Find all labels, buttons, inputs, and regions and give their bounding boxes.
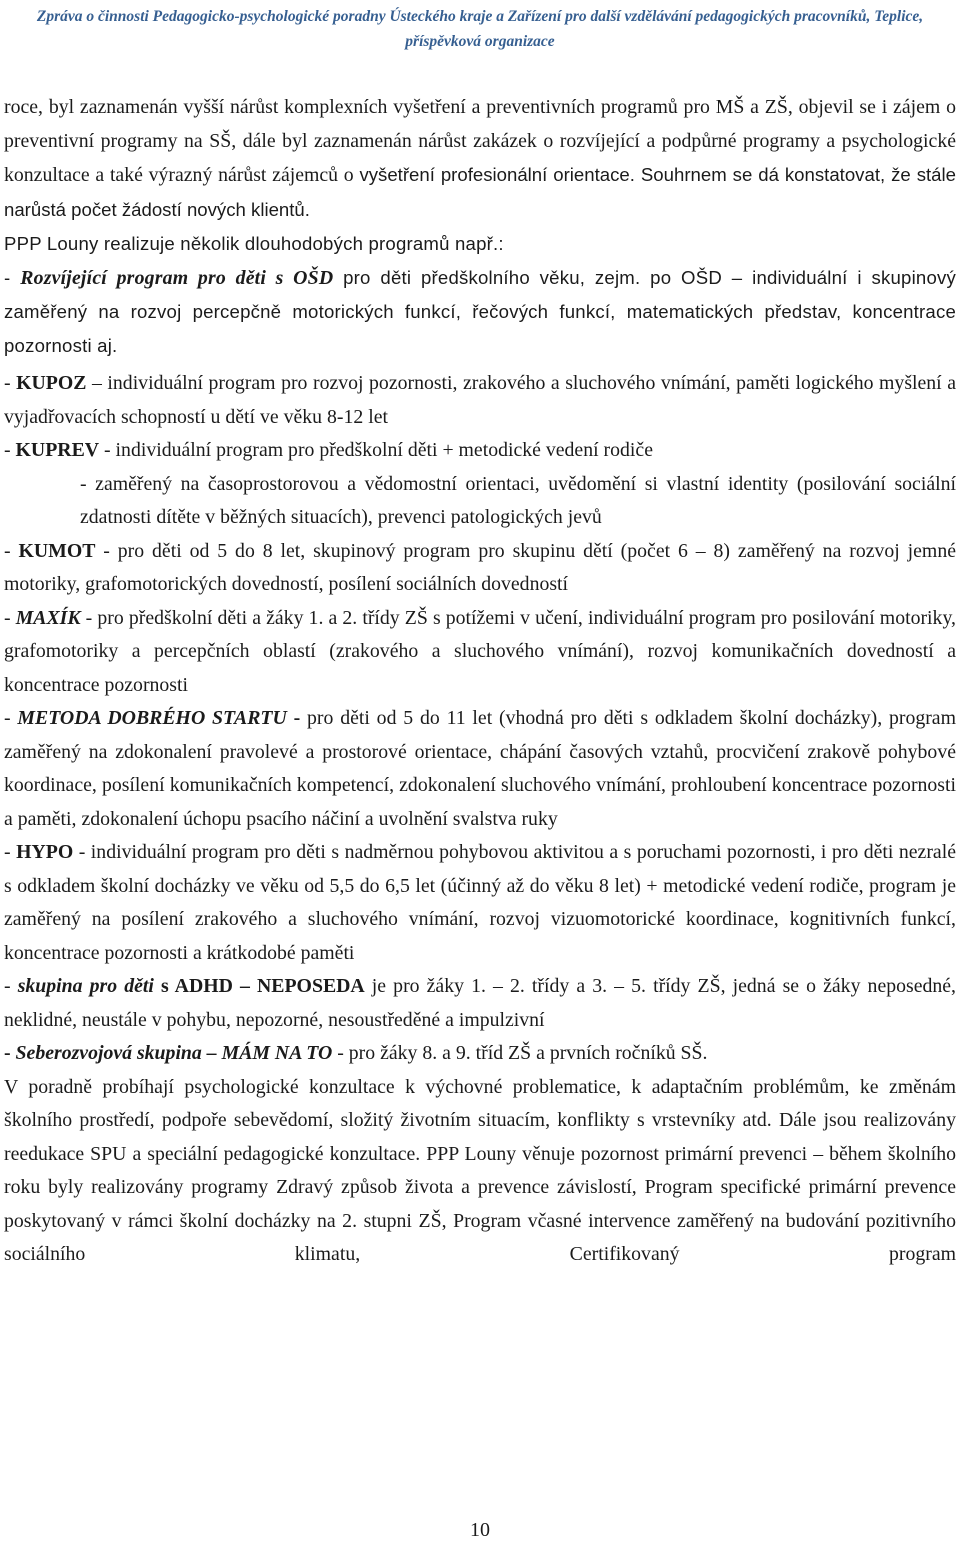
osd-dash: - (4, 266, 21, 288)
closing-paragraph: V poradně probíhají psychologické konzultace k výchovné problematice, k adaptačním problémům, ke změnám školního prostředí, podpoře sebevědomí, složitý životním situacím, konflikty s vrstevníky atd. Dále jsou realizovány reedukace SPU a speciální pedagogické konzultace. PPP Louny věnuje pozornost primární prevenci – během školního roku byly realizovány programy Zdravý způsob života a prevence závislostí, Program specifické primární prevence poskytovaný v rámci školní docházky na 2. stupni ZŠ, Program včasné intervence zaměřený na budování pozitivního sociálního klimatu, Certifikovaný program (4, 1075, 956, 1265)
adhd-dash: - (4, 975, 18, 997)
intro-text-sans: vyšetření profesionální orientace. Souhrnem se dá konstatovat, že stále narůstá počet žádostí nových klientů. (4, 164, 956, 220)
program-hypo (4, 836, 956, 970)
hypo-dash: - (4, 841, 17, 863)
adhd-name-italic: skupina pro děti (17, 975, 154, 997)
header-line-1: Zpráva o činnosti Pedagogicko-psychologické poradny Ústeckého kraje a Zařízení pro další vzdělávání pedagogických pracovníků, Teplice, (36, 8, 924, 25)
program-kupoz (4, 367, 956, 434)
maxik-name: MAXÍK (15, 606, 81, 629)
kuprev-subitem: - zaměřený na časoprostorovou a vědomostní orientaci, uvědomění si vlastní identity (posilování sociální zdatnosti dítěte v běžných situacích), prevenci patologických jevů (80, 472, 956, 528)
page-number: 10 (470, 1519, 490, 1541)
page-body (4, 91, 956, 1272)
running-header (0, 4, 960, 54)
osd-description: pro děti předškolního věku, zejm. po OŠD – individuální i skupinový zaměřený na rozvoj percepčně motorických funkcí, řečových funkcí, matematických představ, koncentrace pozornosti aj. (4, 266, 956, 356)
adhd-name-bold: s ADHD – NEPOSEDA (153, 975, 365, 997)
kupoz-name: KUPOZ (16, 372, 87, 394)
hypo-name: HYPO (16, 841, 74, 863)
mds-name: METODA DOBRÉHO STARTU (17, 707, 287, 729)
program-adhd (4, 970, 956, 1037)
osd-name: Rozvíjející program pro děti s OŠD (20, 266, 334, 289)
mds-dash: - (4, 707, 18, 729)
header-line-2: příspěvková organizace (405, 33, 555, 50)
mamto-dash: - (4, 1042, 16, 1064)
program-mds (4, 702, 956, 836)
maxik-description: - pro předškolní děti a žáky 1. a 2. třídy ZŠ s potížemi v učení, individuální program pro posilování motoriky, grafomotoriky a percepčních oblastí (zrakového a sluchového vnímání), rozvoj komunikačních dovedností a koncentrace pozornosti (4, 606, 956, 696)
mamto-name-2: MÁM NA TO (221, 1042, 333, 1064)
program-kuprev (4, 434, 956, 468)
kumot-description: - pro děti od 5 do 8 let, skupinový program pro skupinu dětí (počet 6 – 8) zaměřený na rozvoj jemné motoriky, grafomotorických dovedností, posílení sociálních dovedností (4, 539, 956, 595)
kuprev-name: KUPREV (15, 439, 100, 461)
mds-description: pro děti od 5 do 11 let (vhodná pro děti s odkladem školní docházky), program zaměřený na zdokonalení pravolevé a prostorové orientace, chápání časových vztahů, procvičení zrakově pohybové koordinace, posílení komunikačních kompetencí, zdokonalení sluchového vnímání, prohloubení koncentrace pozornosti a paměti, zdokonalení úchopu psacího náčiní a uvolnění svalstva ruky (4, 707, 956, 830)
intro-text-serif: roce, byl zaznamenán vyšší nárůst komplexních vyšetření a preventivních programů pro MŠ a ZŠ, objevil se i zájem o preventivní programy na SŠ, dále byl zaznamenán nárůst zakázek o rozvíjející a podpůrné programy a psychologické konzultace a také výrazný nárůst zájemců o (4, 96, 956, 186)
kuprev-dash: - (4, 439, 16, 461)
kuprev-description: - individuální program pro předškolní děti + metodické vedení rodiče (99, 439, 653, 461)
maxik-dash: - (4, 606, 16, 629)
hypo-description: - individuální program pro děti s nadměrnou pohybovou aktivitou a s poruchami pozornosti, i pro děti nezralé s odkladem školní docházky ve věku od 5,5 do 6,5 let (účinný až do věku 8 let) + metodické vedení rodiče, program je zaměřený na posílení zrakového a sluchového vnímání, rozvoj vizuomotorické koordinace, kognitivních funkcí, koncentrace pozornosti a krátkodobé paměti (4, 841, 956, 964)
adhd-description: je pro žáky 1. – 2. třídy a 3. – 5. třídy ZŠ, jedná se o žáky neposedné, neklidné, neustále v pohybu, nepozorné, nesoustředěné a impulzivní (4, 975, 956, 1031)
kupoz-dash: - (4, 372, 17, 394)
program-osd (4, 261, 956, 363)
program-maxik (4, 602, 956, 703)
program-kumot (4, 535, 956, 602)
intro-paragraph (4, 91, 956, 227)
mamto-name-1: Seberozvojová skupina (15, 1042, 202, 1064)
program-mamto (4, 1037, 956, 1071)
mamto-description: - pro žáky 8. a 9. tříd ZŠ a prvních ročníků SŠ. (332, 1042, 708, 1064)
mds-separator: - (286, 707, 308, 729)
programs-intro: PPP Louny realizuje několik dlouhodobých programů např.: (4, 233, 504, 254)
kumot-name: KUMOT (18, 539, 96, 562)
kupoz-description: – individuální program pro rozvoj pozornosti, zrakového a sluchového vnímání, paměti logického myšlení a vyjadřovacích schopností u dětí ve věku 8-12 let (4, 372, 956, 428)
mamto-separator: – (201, 1042, 222, 1064)
kumot-dash: - (4, 539, 19, 562)
